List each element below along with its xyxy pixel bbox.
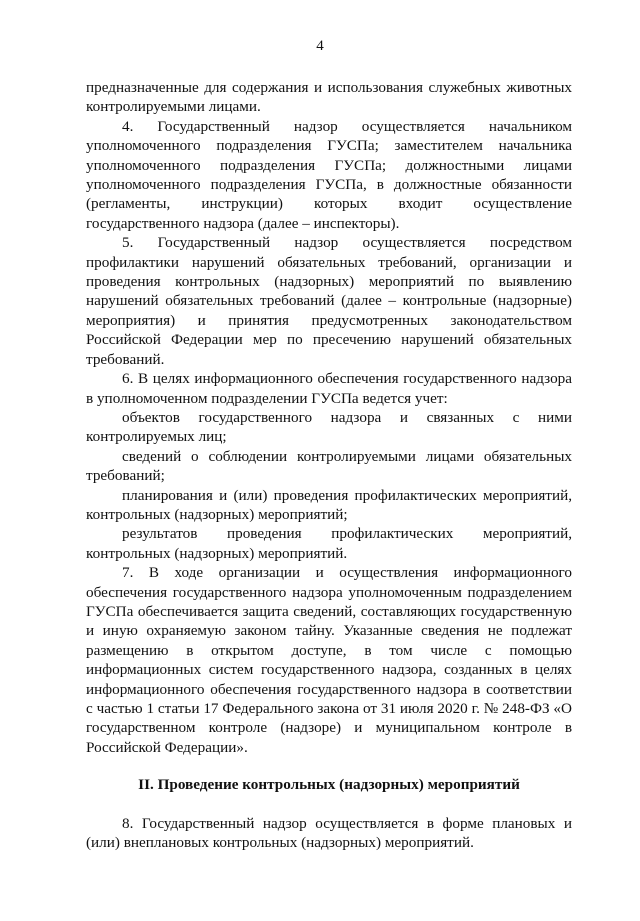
document-body [86,78,572,852]
list-item-compliance: сведений о соблюдении контролируемыми лицами обязательных требований; [86,447,572,485]
section-heading: II. Проведение контрольных (надзорных) мероприятий [138,776,520,794]
paragraph-4: 4. Государственный надзор осуществляется начальником уполномоченного подразделения ГУСПа; заместителем начальника уполномоченного подразделения ГУСПа; должностными лицами уполномоченного подразделения ГУСПа, в должностные обязанности (регламенты, инструкции) которых входит осуществление государственного надзора (далее – инспекторы). [86,117,572,232]
paragraph-6: 6. В целях информационного обеспечения государственного надзора в уполномоченном подразделении ГУСПа ведется учет: [86,370,572,407]
page-number: 4 [316,38,324,54]
list-item-results: результатов проведения профилактических мероприятий, контрольных (надзорных) мероприятий. [86,525,572,562]
paragraph-5: 5. Государственный надзор осуществляется посредством профилактики нарушений обязательных требований, организации и проведения контрольных (надзорных) мероприятий по выявлению нарушений обязательных требований (далее – контрольные (надзорные) мероприятия) и принятия предусмотренных законодательством Российской Федерации мер по пресечению нарушений обязательных требований. [86,234,572,368]
list-item-planning: планирования и (или) проведения профилактических мероприятий, контрольных (надзорных) мероприятий; [86,486,572,523]
paragraph-continuation: предназначенные для содержания и использования служебных животных контролируемыми лицами. [86,79,572,116]
paragraph-8: 8. Государственный надзор осуществляется в форме плановых и (или) внеплановых контрольных (надзорных) мероприятий. [86,814,572,852]
list-item-objects: объектов государственного надзора и связанных с ними контролируемых лиц; [86,408,572,446]
paragraph-7: 7. В ходе организации и осуществления информационного обеспечения государственного надзора уполномоченным подразделением ГУСПа обеспечивается защита сведений, составляющих государственную и иную охраняемую законом тайну. Указанные сведения не подлежат размещению в открытом доступе, в том числе с помощью информационных систем государственного надзора, созданных в целях информационного обеспечения государственного надзора в соответствии с частью 1 статьи 17 Федерального закона от 31 июля 2020 г. № 248-ФЗ «О государственном контроле (надзоре) и муниципальном контроле в Российской Федерации». [86,564,572,756]
